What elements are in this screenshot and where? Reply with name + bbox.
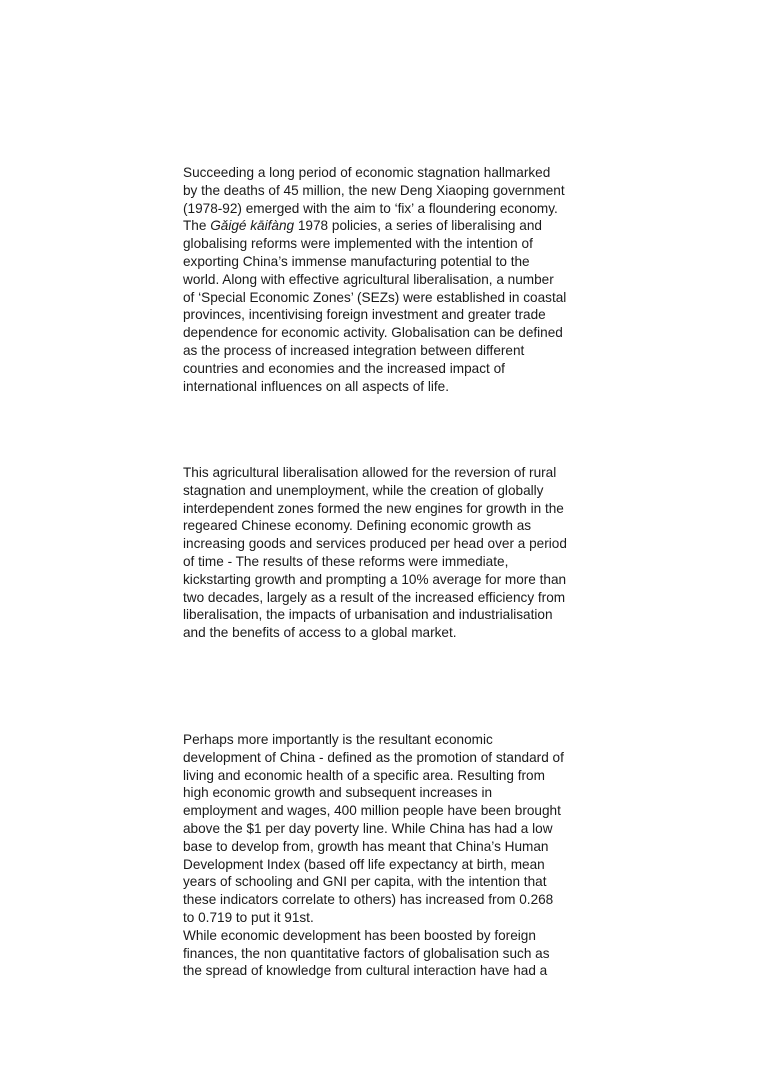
text-line: globalising reforms were implemented with the intention of: [183, 236, 533, 252]
text-line: While economic development has been boosted by foreign: [183, 927, 536, 943]
text-line: exporting China’s immense manufacturing potential to the: [183, 253, 530, 269]
text-line: provinces, incentivising foreign investment and greater trade: [183, 307, 546, 323]
text-line: dependence for economic activity. Globalisation can be defined: [183, 325, 563, 341]
text-line: international influences on all aspects of life.: [183, 378, 449, 394]
text-line: Development Index (based off life expectancy at birth, mean: [183, 856, 545, 872]
text-line: stagnation and unemployment, while the creation of globally: [183, 482, 544, 498]
text-line: these indicators correlate to others) has increased from 0.268: [183, 892, 554, 908]
text-line: development of China - defined as the promotion of standard of: [183, 749, 564, 765]
text-line: Perhaps more importantly is the resultant economic: [183, 732, 493, 747]
text-line: [183, 217, 603, 235]
text-line-suffix: 1978 policies, a series of liberalising and: [294, 218, 542, 234]
text-line: the spread of knowledge from cultural interaction have had a: [183, 963, 548, 979]
text-line: liberalisation, the impacts of urbanisation and industrialisation: [183, 607, 553, 623]
text-line: by the deaths of 45 million, the new Deng Xiaoping government: [183, 182, 565, 198]
text-line: living and economic health of a specific area. Resulting from: [183, 767, 545, 783]
text-line-prefix: The: [183, 218, 211, 234]
text-line: interdependent zones formed the new engines for growth in the: [183, 500, 564, 516]
text-line: high economic growth and subsequent increases in: [183, 785, 493, 801]
text-line: employment and wages, 400 million people have been brought: [183, 803, 561, 819]
text-line: two decades, largely as a result of the increased efficiency from: [183, 589, 566, 605]
text-line: Succeeding a long period of economic stagnation hallmarked: [183, 165, 551, 180]
text-line: of time - The results of these reforms were immediate,: [183, 553, 509, 569]
text-line: base to develop from, growth has meant that China’s Human: [183, 838, 549, 854]
paragraph-economic-development: [183, 731, 603, 980]
italic-policy-name: Gǎigé kāifàng: [210, 218, 295, 234]
text-line: finances, the non quantitative factors of globalisation such as: [183, 945, 550, 961]
text-line: as the process of increased integration between different: [183, 342, 525, 358]
text-line: of ‘Special Economic Zones’ (SEZs) were established in coastal: [183, 289, 567, 305]
text-line: regeared Chinese economy. Defining economic growth as: [183, 518, 532, 534]
paragraph-economic-reform: [183, 164, 603, 395]
text-line: above the $1 per day poverty line. While China has had a low: [183, 820, 553, 836]
text-line: to 0.719 to put it 91st.: [183, 909, 314, 925]
paragraph-agricultural-liberalisation: [183, 464, 603, 642]
text-line: (1978-92) emerged with the aim to ‘fix’ a floundering economy.: [183, 200, 558, 216]
text-line: world. Along with effective agricultural liberalisation, a number: [183, 271, 554, 287]
text-line: and the benefits of access to a global market.: [183, 625, 457, 641]
text-line: increasing goods and services produced per head over a period: [183, 536, 567, 552]
text-line: years of schooling and GNI per capita, with the intention that: [183, 874, 547, 890]
text-line: countries and economies and the increased impact of: [183, 360, 505, 376]
text-line: kickstarting growth and prompting a 10% average for more than: [183, 571, 567, 587]
text-line: This agricultural liberalisation allowed for the reversion of rural: [183, 465, 557, 480]
